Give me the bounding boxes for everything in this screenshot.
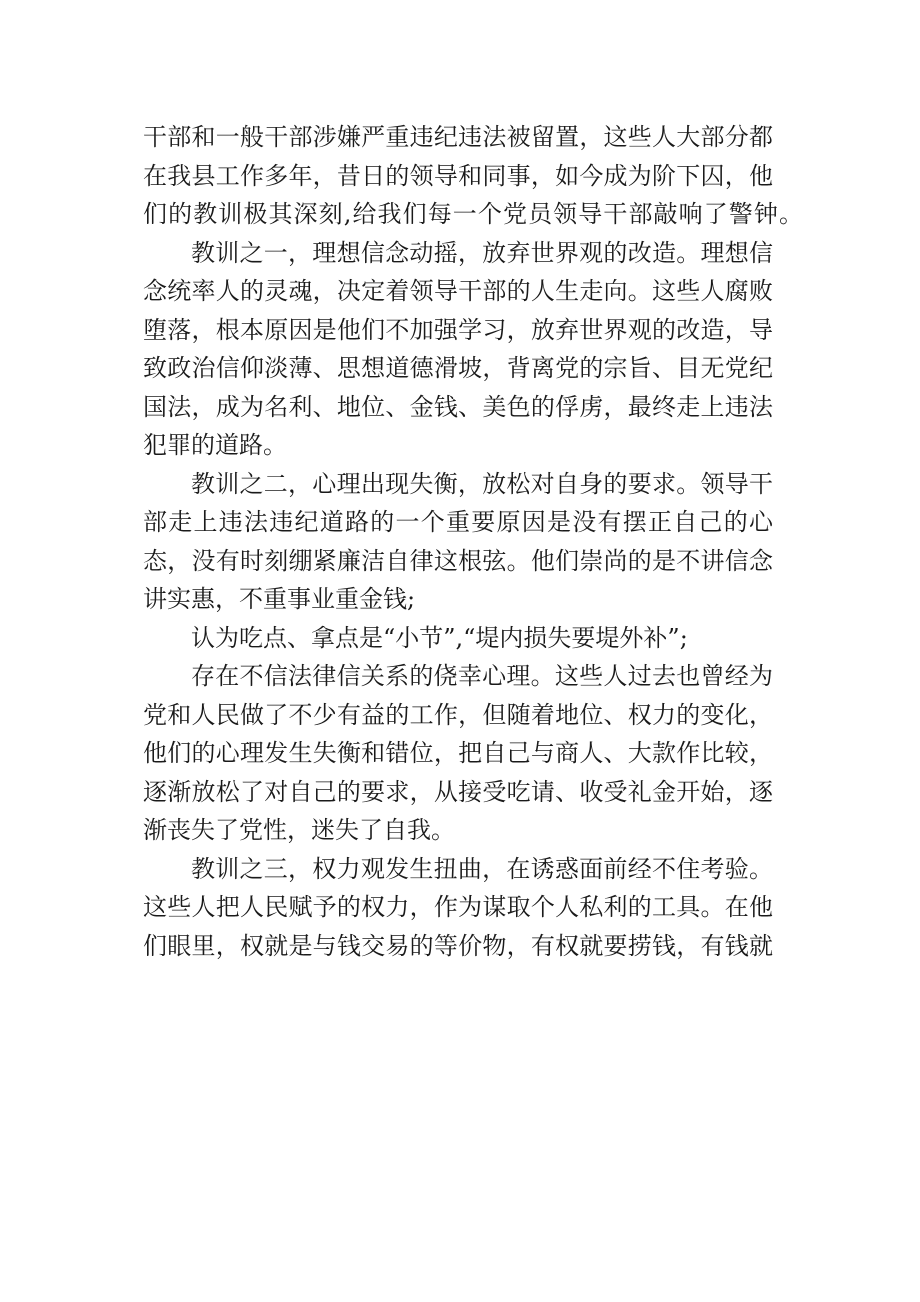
paragraph-start-line: 认为吃点、拿点是“小节”,“堤内损失要堤外补”; (191, 623, 688, 652)
text-line: 渐丧失了党性，迷失了自我。 (143, 816, 455, 844)
text-line: 致政治信仰淡薄、思想道德滑坡，背离党的宗旨、目无党纪 (143, 354, 773, 382)
text-line: 堕落，根本原因是他们不加强学习，放弃世界观的改造，导 (143, 315, 773, 344)
paragraph-start-line: 存在不信法律信关系的侥幸心理。这些人过去也曾经为 (191, 662, 773, 690)
text-line: 这些人把人民赋予的权力，作为谋取个人私利的工具。在他 (143, 893, 773, 921)
document-body (143, 118, 803, 965)
text-line: 部走上违法违纪道路的一个重要原因是没有摆正自己的心 (143, 508, 773, 536)
text-line: 们眼里，权就是与钱交易的等价物，有权就要捞钱，有钱就 (143, 931, 773, 960)
text-line: 念统率人的灵魂，决定着领导干部的人生走向。这些人腐败 (143, 277, 773, 305)
text-line: 逐渐放松了对自己的要求，从接受吃请、收受礼金开始，逐 (143, 777, 773, 806)
text-line: 干部和一般干部涉嫌严重违纪违法被留置，这些人大部分都 (143, 123, 773, 151)
text-line: 国法，成为名利、地位、金钱、美色的俘虏，最终走上违法 (143, 392, 773, 421)
paragraph-start-line: 教训之二，心理出现失衡，放松对自身的要求。领导干 (191, 469, 773, 498)
paragraph-start-line: 教训之三，权力观发生扭曲，在诱惑面前经不住考验。 (191, 854, 773, 883)
text-line: 犯罪的道路。 (143, 431, 287, 459)
text-line: 讲实惠，不重事业重金钱; (143, 585, 416, 613)
text-line: 党和人民做了不少有益的工作，但随着地位、权力的变化， (143, 700, 773, 729)
text-line: 在我县工作多年，昔日的领导和同事，如今成为阶下囚，他 (143, 161, 773, 190)
paragraph-start-line: 教训之一，理想信念动摇，放弃世界观的改造。理想信 (191, 238, 773, 267)
text-line: 他们的心理发生失衡和错位，把自己与商人、大款作比较， (143, 739, 773, 767)
text-line: 们的教训极其深刻,给我们每一个党员领导干部敲响了警钟。 (143, 200, 803, 228)
text-line: 态，没有时刻绷紧廉洁自律这根弦。他们崇尚的是不讲信念 (143, 546, 773, 575)
